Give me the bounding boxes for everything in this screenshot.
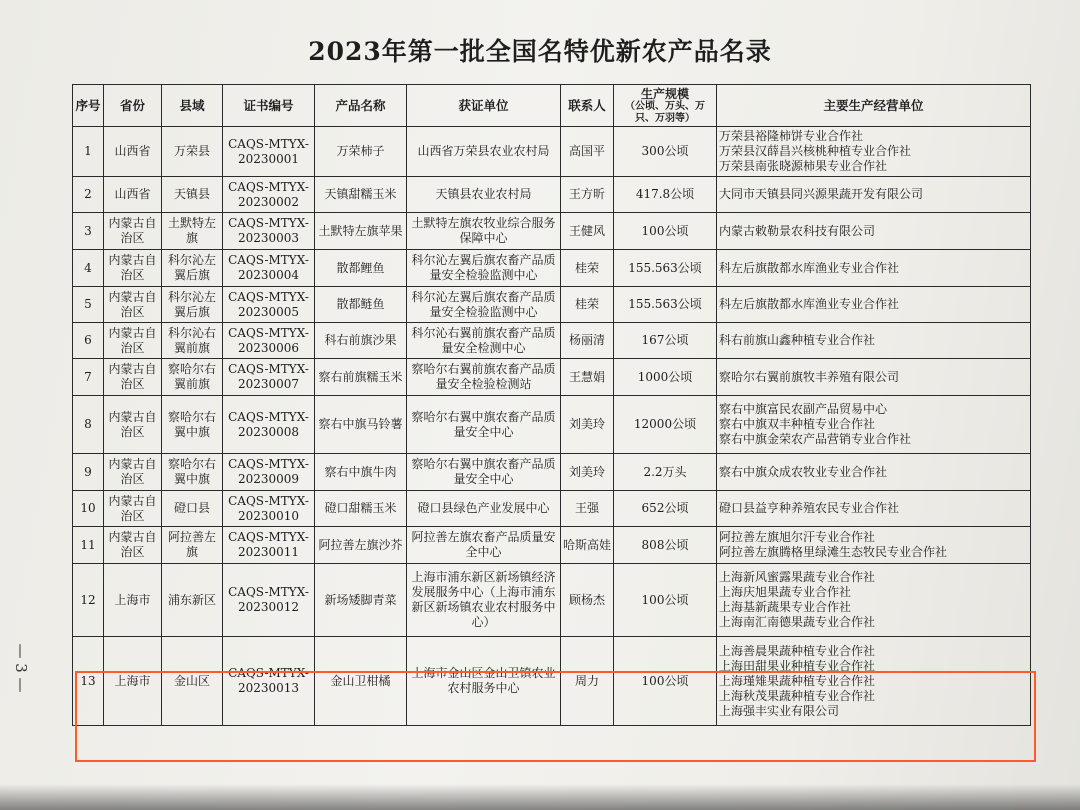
cell-contact: 王方昕 <box>561 177 614 213</box>
cell-cert-no <box>223 213 315 250</box>
table-row <box>73 527 1031 564</box>
cell-producers <box>717 527 1031 564</box>
cell-product: 科右前旗沙果 <box>315 323 407 359</box>
cell-county: 磴口县 <box>162 491 223 527</box>
cell-province: 内蒙古自治区 <box>104 527 162 564</box>
cell-province: 内蒙古自治区 <box>104 396 162 454</box>
cell-certified-unit: 科尔沁左翼后旗农畜产品质量安全检验监测中心 <box>407 287 561 323</box>
table-row <box>73 637 1031 726</box>
cell-scale: 167公顷 <box>614 323 717 359</box>
cell-contact: 周力 <box>561 637 614 726</box>
cell-contact: 桂荣 <box>561 250 614 287</box>
producer-item: 阿拉善左旗腾格里绿滩生态牧民专业合作社 <box>719 545 948 559</box>
header-contact: 联系人 <box>561 85 614 127</box>
cert-no-part: 20230005 <box>237 304 300 319</box>
cert-no-part: CAQS-MTYX- <box>228 409 309 424</box>
cell-product: 察右中旗马铃薯 <box>315 396 407 454</box>
cert-no-part: 20230011 <box>237 545 300 559</box>
cell-province: 上海市 <box>104 637 162 726</box>
table-row <box>73 564 1031 637</box>
cell-cert-no <box>223 323 315 359</box>
cell-seq: 5 <box>73 287 104 323</box>
cell-product: 阿拉善左旗沙芥 <box>315 527 407 564</box>
cell-province: 山西省 <box>104 177 162 213</box>
producer-item: 察右中旗众成农牧业专业合作社 <box>719 464 888 479</box>
cell-county: 科尔沁左翼后旗 <box>162 287 223 323</box>
cell-product: 新场矮脚青菜 <box>315 564 407 637</box>
producer-item: 大同市天镇县同兴源果蔬开发有限公司 <box>719 187 924 201</box>
cell-cert-no <box>223 637 315 726</box>
cell-producers <box>717 177 1031 213</box>
cell-seq: 6 <box>73 323 104 359</box>
cert-no-part: 20230007 <box>237 377 300 391</box>
cell-product: 察右前旗糯玉米 <box>315 359 407 396</box>
header-county: 县域 <box>162 85 223 127</box>
producer-item: 内蒙古敕勒景农科技有限公司 <box>719 223 876 238</box>
cert-no-part: CAQS-MTYX- <box>228 457 309 471</box>
producer-item: 上海瑾雉果蔬种植专业合作社 <box>719 673 876 688</box>
cell-contact: 高国平 <box>561 127 614 177</box>
cert-no-part: CAQS-MTYX- <box>228 325 309 340</box>
cell-certified-unit: 察哈尔右翼中旗农畜产品质量安全中心 <box>407 396 561 454</box>
cell-seq: 12 <box>73 564 104 637</box>
cell-certified-unit: 阿拉善左旗农畜产品质量安全中心 <box>407 527 561 564</box>
page-title: 2023年第一批全国名特优新农产品名录 <box>308 37 772 66</box>
cell-county: 浦东新区 <box>162 564 223 637</box>
cell-seq: 7 <box>73 359 104 396</box>
producer-item: 阿拉善左旗旭尔汗专业合作社 <box>719 530 876 544</box>
cell-scale: 155.563公顷 <box>614 287 717 323</box>
cert-no-part: CAQS-MTYX- <box>228 666 309 680</box>
table-header-row <box>73 85 1031 127</box>
cell-province: 内蒙古自治区 <box>104 250 162 287</box>
cell-province: 上海市 <box>104 564 162 637</box>
cell-cert-no <box>223 527 315 564</box>
producer-item: 科右前旗山鑫种植专业合作社 <box>719 333 876 347</box>
cert-no-part: CAQS-MTYX- <box>228 585 309 599</box>
producer-item: 万荣县南张晓源柿果专业合作社 <box>719 159 888 173</box>
cell-seq: 2 <box>73 177 104 213</box>
cell-county: 科尔沁右翼前旗 <box>162 323 223 359</box>
header-province: 省份 <box>104 85 162 127</box>
cell-province: 内蒙古自治区 <box>104 287 162 323</box>
table-row <box>73 359 1031 396</box>
page-number: — 3 — <box>12 643 30 693</box>
cell-contact: 王慧娟 <box>561 359 614 396</box>
cell-scale: 1000公顷 <box>614 359 717 396</box>
cell-province: 内蒙古自治区 <box>104 359 162 396</box>
cert-no-part: CAQS-MTYX- <box>228 493 309 508</box>
cell-producers <box>717 287 1031 323</box>
cell-county: 土默特左旗 <box>162 213 223 250</box>
cell-product: 万荣柿子 <box>315 127 407 177</box>
cell-cert-no <box>223 564 315 637</box>
cell-product: 察右中旗牛肉 <box>315 454 407 491</box>
cell-cert-no <box>223 287 315 323</box>
cert-no-part: CAQS-MTYX- <box>228 179 309 194</box>
cell-province: 内蒙古自治区 <box>104 323 162 359</box>
header-cert-no: 证书编号 <box>223 85 315 127</box>
producer-item: 科左后旗散都水库渔业专业合作社 <box>719 260 900 275</box>
table-row <box>73 323 1031 359</box>
cell-cert-no <box>223 250 315 287</box>
cell-cert-no <box>223 454 315 491</box>
header-scale <box>614 85 717 127</box>
producer-item: 上海新风蜜露果蔬专业合作社 <box>719 570 876 584</box>
table-body <box>73 127 1031 726</box>
producer-item: 上海强丰实业有限公司 <box>719 703 840 718</box>
producer-item: 上海秋茂果蔬种植专业合作社 <box>719 688 876 703</box>
producer-item: 察哈尔右翼前旗牧丰养殖有限公司 <box>719 369 900 384</box>
cell-scale: 155.563公顷 <box>614 250 717 287</box>
cell-scale: 2.2万头 <box>614 454 717 491</box>
cell-producers <box>717 213 1031 250</box>
cert-no-part: CAQS-MTYX- <box>228 253 309 267</box>
cell-scale: 300公顷 <box>614 127 717 177</box>
cell-seq: 4 <box>73 250 104 287</box>
cell-producers <box>717 323 1031 359</box>
cell-seq: 10 <box>73 491 104 527</box>
cell-cert-no <box>223 177 315 213</box>
cell-certified-unit: 土默特左旗农牧业综合服务保障中心 <box>407 213 561 250</box>
cert-no-part: 20230002 <box>237 194 300 209</box>
cell-certified-unit: 科尔沁左翼后旗农畜产品质量安全检验监测中心 <box>407 250 561 287</box>
cert-no-part: 20230012 <box>237 600 300 614</box>
cert-no-part: 20230010 <box>237 508 300 523</box>
cell-county: 察哈尔右翼中旗 <box>162 454 223 491</box>
producer-item: 察右中旗富民农副产品贸易中心 <box>719 402 888 416</box>
producer-item: 磴口县益亨种养殖农民专业合作社 <box>719 501 900 515</box>
cell-certified-unit: 科尔沁右翼前旗农畜产品质量安全检测中心 <box>407 323 561 359</box>
product-list-table <box>72 84 1031 726</box>
table-row <box>73 177 1031 213</box>
cell-contact: 王强 <box>561 491 614 527</box>
cell-cert-no <box>223 359 315 396</box>
cell-contact: 顾杨杰 <box>561 564 614 637</box>
cert-no-part: CAQS-MTYX- <box>228 289 309 304</box>
cell-product: 土默特左旗苹果 <box>315 213 407 250</box>
cert-no-part: 20230001 <box>237 151 300 166</box>
cell-scale: 652公顷 <box>614 491 717 527</box>
cell-product: 天镇甜糯玉米 <box>315 177 407 213</box>
producer-item: 察右中旗金荣农产品营销专业合作社 <box>719 432 912 446</box>
table-row <box>73 287 1031 323</box>
cell-cert-no <box>223 127 315 177</box>
cert-no-part: 20230003 <box>237 231 300 245</box>
producer-item: 上海田甜果业种植专业合作社 <box>719 658 876 673</box>
cell-product: 金山卫柑橘 <box>315 637 407 726</box>
cell-certified-unit: 磴口县绿色产业发展中心 <box>407 491 561 527</box>
cell-certified-unit: 察哈尔右翼前旗农畜产品质量安全检验检测站 <box>407 359 561 396</box>
cell-scale: 808公顷 <box>614 527 717 564</box>
cell-producers <box>717 637 1031 726</box>
table-row <box>73 396 1031 454</box>
cell-certified-unit: 上海市金山区金山卫镇农业农村服务中心 <box>407 637 561 726</box>
cert-no-part: CAQS-MTYX- <box>228 136 309 151</box>
producer-item: 万荣县裕隆柿饼专业合作社 <box>719 129 864 143</box>
table-row <box>73 454 1031 491</box>
cell-seq: 13 <box>73 637 104 726</box>
producer-item: 万荣县汉薛昌兴核桃种植专业合作社 <box>719 144 912 158</box>
producer-item: 上海基新蔬果专业合作社 <box>719 600 852 614</box>
cell-product: 散都鲤鱼 <box>315 250 407 287</box>
cell-province: 内蒙古自治区 <box>104 454 162 491</box>
cell-certified-unit: 上海市浦东新区新场镇经济发展服务中心（上海市浦东新区新场镇农业农村服务中心） <box>407 564 561 637</box>
cell-certified-unit: 察哈尔右翼中旗农畜产品质量安全中心 <box>407 454 561 491</box>
cell-seq: 9 <box>73 454 104 491</box>
cell-product: 散都鲢鱼 <box>315 287 407 323</box>
header-scale-sub: （公顷、万头、万只、万羽等） <box>625 100 705 124</box>
cell-contact: 哈斯高娃 <box>561 527 614 564</box>
cell-seq: 1 <box>73 127 104 177</box>
cell-contact: 桂荣 <box>561 287 614 323</box>
cert-no-part: 20230008 <box>237 424 300 439</box>
producer-item: 科左后旗散都水库渔业专业合作社 <box>719 297 900 311</box>
producer-item: 察右中旗双丰种植专业合作社 <box>719 417 876 431</box>
table-row <box>73 213 1031 250</box>
producer-item: 上海庆旭果蔬专业合作社 <box>719 585 852 599</box>
cell-county: 察哈尔右翼前旗 <box>162 359 223 396</box>
cell-producers <box>717 396 1031 454</box>
cell-contact: 王健风 <box>561 213 614 250</box>
cell-producers <box>717 250 1031 287</box>
cell-contact: 刘美玲 <box>561 396 614 454</box>
table-row <box>73 127 1031 177</box>
cell-county: 察哈尔右翼中旗 <box>162 396 223 454</box>
cell-scale: 100公顷 <box>614 564 717 637</box>
header-scale-main: 生产规模 <box>640 86 689 101</box>
cell-county: 万荣县 <box>162 127 223 177</box>
cell-province: 内蒙古自治区 <box>104 491 162 527</box>
cell-scale: 417.8公顷 <box>614 177 717 213</box>
cell-scale: 100公顷 <box>614 213 717 250</box>
cell-seq: 3 <box>73 213 104 250</box>
cell-county: 天镇县 <box>162 177 223 213</box>
cert-no-part: CAQS-MTYX- <box>228 530 309 544</box>
cell-province: 山西省 <box>104 127 162 177</box>
cell-contact: 刘美玲 <box>561 454 614 491</box>
cell-county: 科尔沁左翼后旗 <box>162 250 223 287</box>
header-seq: 序号 <box>73 85 104 127</box>
cert-no-part: 20230006 <box>237 340 300 355</box>
cert-no-part: 20230013 <box>237 681 300 695</box>
cert-no-part: CAQS-MTYX- <box>228 216 309 230</box>
header-certified-unit: 获证单位 <box>407 85 561 127</box>
producer-item: 上海善晨果蔬种植专业合作社 <box>719 643 876 658</box>
cell-producers <box>717 127 1031 177</box>
cell-certified-unit: 天镇县农业农村局 <box>407 177 561 213</box>
cell-scale: 100公顷 <box>614 637 717 726</box>
cell-producers <box>717 491 1031 527</box>
cell-producers <box>717 564 1031 637</box>
header-product: 产品名称 <box>315 85 407 127</box>
cell-cert-no <box>223 396 315 454</box>
header-producers: 主要生产经营单位 <box>717 85 1031 127</box>
cell-cert-no <box>223 491 315 527</box>
cert-no-part: CAQS-MTYX- <box>228 362 309 376</box>
cell-contact: 杨丽清 <box>561 323 614 359</box>
cert-no-part: 20230004 <box>237 268 300 282</box>
cell-county: 金山区 <box>162 637 223 726</box>
cert-no-part: 20230009 <box>237 472 300 486</box>
cell-seq: 11 <box>73 527 104 564</box>
cell-seq: 8 <box>73 396 104 454</box>
cell-county: 阿拉善左旗 <box>162 527 223 564</box>
table-row <box>73 491 1031 527</box>
cell-producers <box>717 359 1031 396</box>
cell-province: 内蒙古自治区 <box>104 213 162 250</box>
cell-scale: 12000公顷 <box>614 396 717 454</box>
producer-item: 上海南汇南德果蔬专业合作社 <box>719 615 876 629</box>
cell-producers <box>717 454 1031 491</box>
bottom-shadow <box>0 784 1080 810</box>
cell-certified-unit: 山西省万荣县农业农村局 <box>407 127 561 177</box>
cell-product: 磴口甜糯玉米 <box>315 491 407 527</box>
table-row <box>73 250 1031 287</box>
